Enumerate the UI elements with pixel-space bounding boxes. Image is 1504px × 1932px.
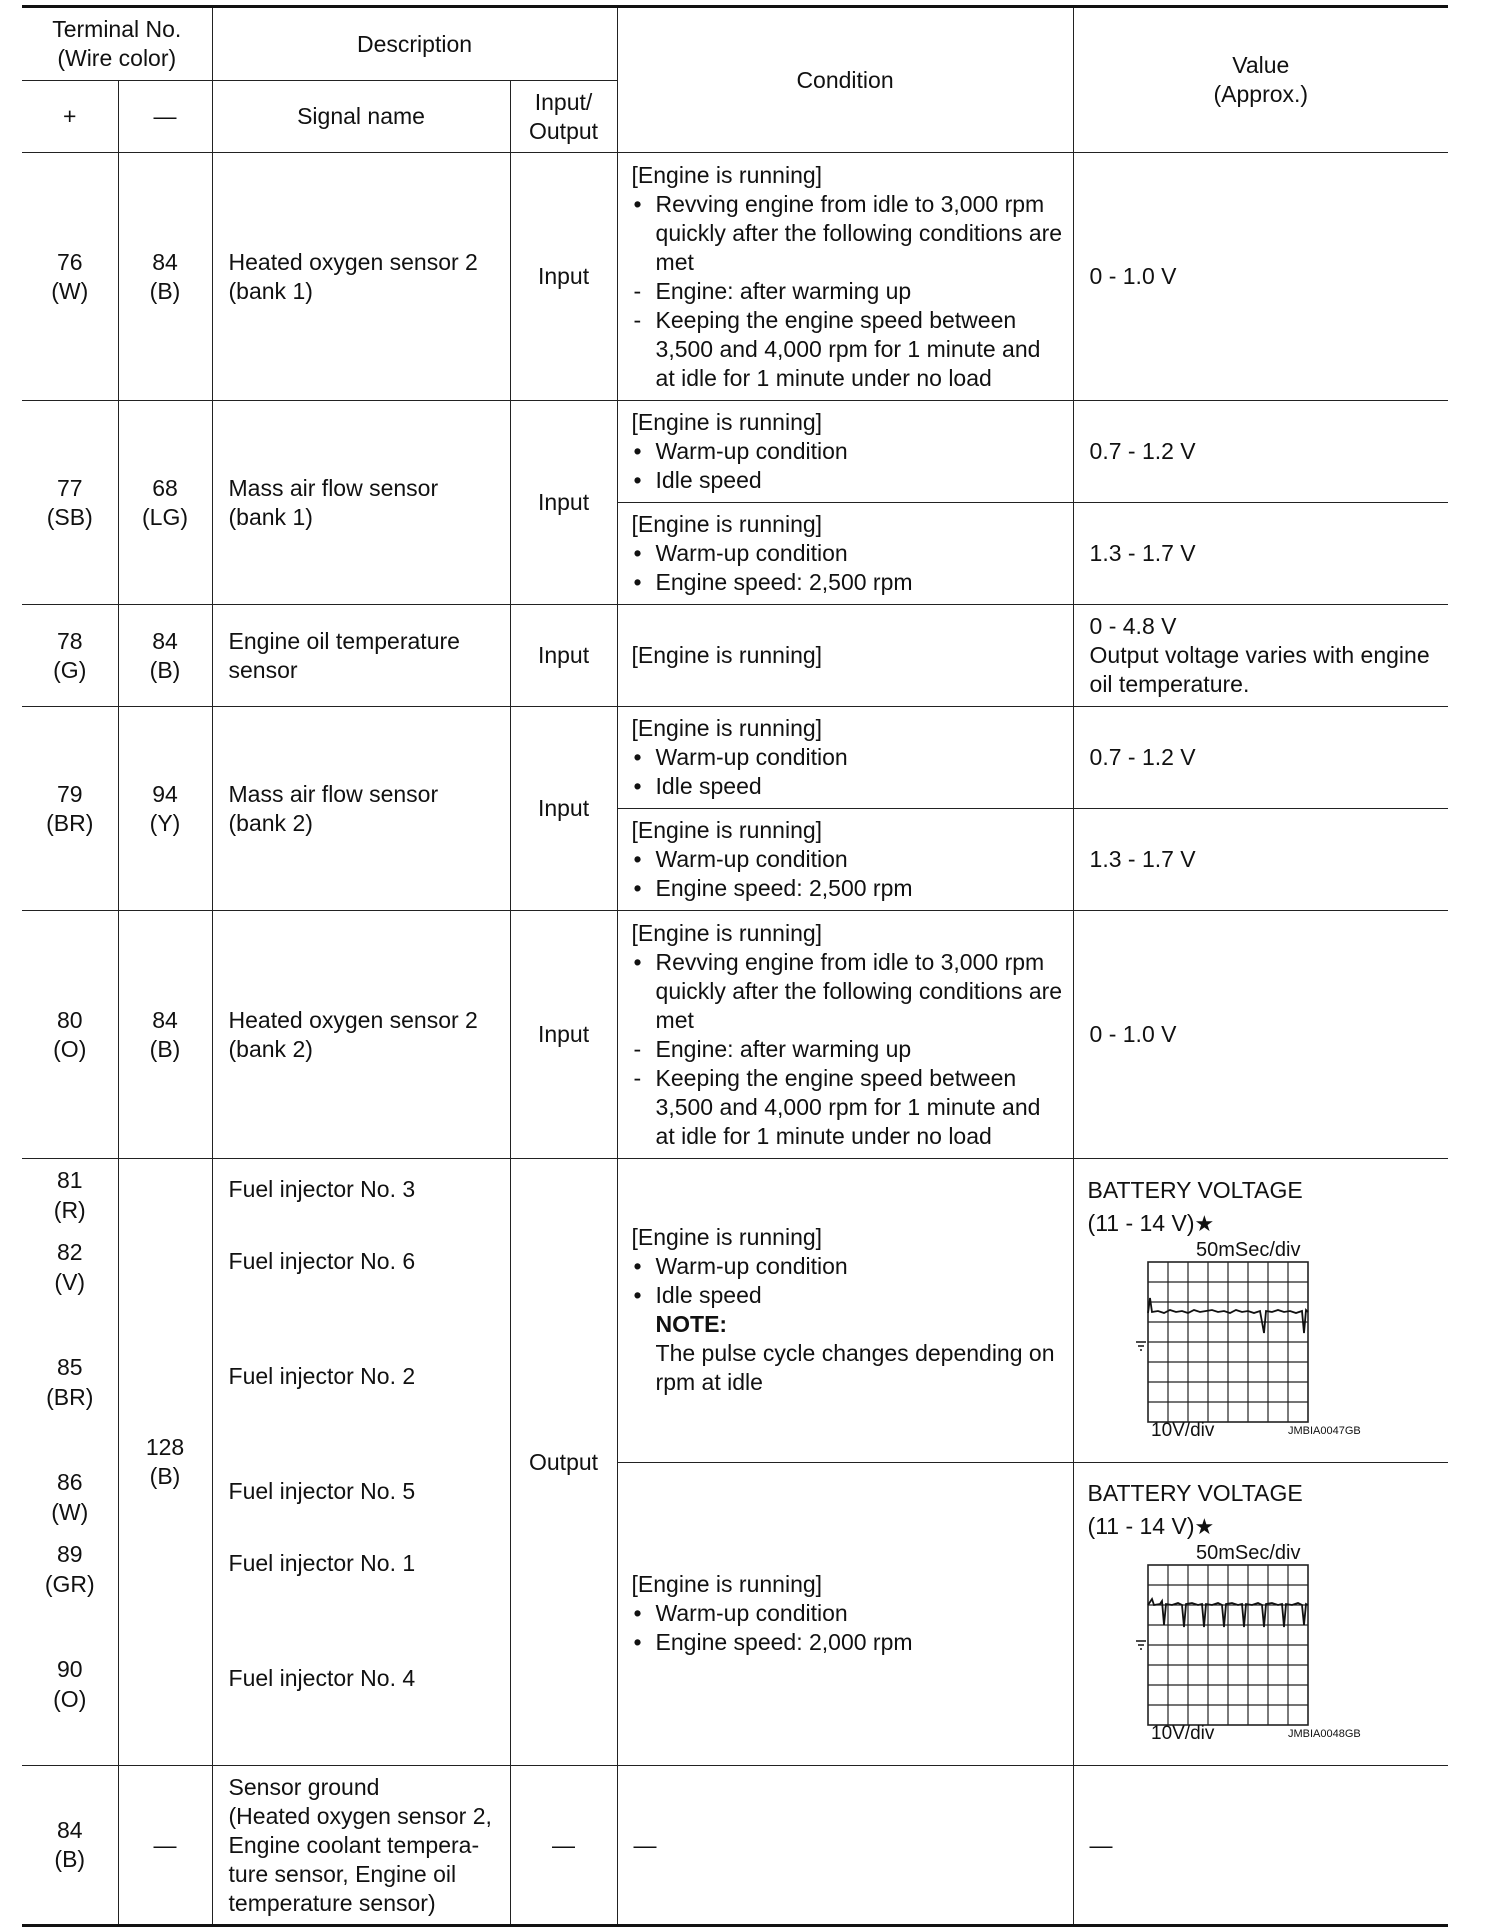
- terminal-plus: 77 (SB): [22, 401, 118, 605]
- io: Output: [510, 1159, 617, 1766]
- condition: [Engine is running] • Warm-up condition • Engine speed: 2,500 rpm: [617, 503, 1073, 605]
- header-input-output: Input/ Output: [510, 81, 617, 153]
- terminal-minus: 128 (B): [118, 1159, 212, 1766]
- terminal-minus: 84 (B): [118, 911, 212, 1159]
- header-signal-name: Signal name: [212, 81, 510, 153]
- value: 0 - 4.8 V Output voltage varies with engine oil temperature.: [1073, 605, 1448, 707]
- signal-name: Engine oil temperature sensor: [212, 605, 510, 707]
- signal-name: Mass air flow sensor (bank 2): [212, 707, 510, 911]
- io: Input: [510, 605, 617, 707]
- value-waveform: BATTERY VOLTAGE (11 - 14 V)★ 50mSec/div 10V/div JMBIA0048GB: [1073, 1462, 1448, 1766]
- header-condition: Condition: [617, 7, 1073, 153]
- table-row: [22, 911, 1448, 1159]
- table-row: [22, 707, 1448, 809]
- header-description: Description: [212, 7, 617, 81]
- terminal-table: [22, 5, 1448, 1927]
- condition: [Engine is running]: [617, 605, 1073, 707]
- svg-text:10V/div: 10V/div: [1150, 1419, 1214, 1438]
- condition: [Engine is running] • Warm-up condition • Idle speed NOTE: The pulse cycle changes depending on rpm at idle: [617, 1159, 1073, 1463]
- terminal-minus: 94 (Y): [118, 707, 212, 911]
- io: Input: [510, 401, 617, 605]
- table-row: [22, 1766, 1448, 1926]
- condition: [Engine is running] • Warm-up condition • Idle speed: [617, 707, 1073, 809]
- signal-name: Heated oxygen sensor 2 (bank 1): [212, 153, 510, 401]
- table-row: [22, 1159, 1448, 1463]
- value: 1.3 - 1.7 V: [1073, 809, 1448, 911]
- star-icon: ★: [1194, 1514, 1215, 1540]
- oscilloscope-waveform-idle: [1088, 1238, 1378, 1438]
- table-row: [22, 153, 1448, 401]
- condition: [Engine is running] • Warm-up condition • Idle speed: [617, 401, 1073, 503]
- signal-name: Sensor ground (Heated oxygen sensor 2, Engine coolant tempera- ture sensor, Engine oil temperature sensor): [212, 1766, 510, 1926]
- svg-text:JMBIA0048GB: JMBIA0048GB: [1287, 1728, 1361, 1741]
- terminal-minus: 68 (LG): [118, 401, 212, 605]
- svg-text:JMBIA0047GB: JMBIA0047GB: [1287, 1424, 1361, 1437]
- value: 0.7 - 1.2 V: [1073, 707, 1448, 809]
- terminal-minus: 84 (B): [118, 605, 212, 707]
- value: —: [1073, 1766, 1448, 1926]
- header-plus: +: [22, 81, 118, 153]
- oscilloscope-waveform-2000rpm: [1088, 1541, 1378, 1741]
- io: Input: [510, 153, 617, 401]
- condition: [Engine is running] • Revving engine from idle to 3,000 rpm quickly after the following conditions are met - Engine: after warming up - Keeping the engine speed between 3,500 and 4,000 rpm for 1 minute and at idle for 1 minute under no load: [617, 153, 1073, 401]
- header-value: Value (Approx.): [1073, 7, 1448, 153]
- io: Input: [510, 911, 617, 1159]
- signal-name-list: Fuel injector No. 3 Fuel injector No. 6 Fuel injector No. 2 Fuel injector No. 5 Fuel injector No. 1 Fuel injector No. 4: [212, 1159, 510, 1766]
- terminal-plus-list: 81 (R) 82 (V) 85 (BR) 86 (W) 89 (GR) 90 (O): [22, 1159, 118, 1766]
- header-terminal-no: Terminal No. (Wire color): [22, 7, 212, 81]
- value: 0 - 1.0 V: [1073, 153, 1448, 401]
- condition: [Engine is running] • Warm-up condition • Engine speed: 2,000 rpm: [617, 1462, 1073, 1766]
- value: 0 - 1.0 V: [1073, 911, 1448, 1159]
- terminal-plus: 76 (W): [22, 153, 118, 401]
- condition: [Engine is running] • Revving engine from idle to 3,000 rpm quickly after the following conditions are met - Engine: after warming up - Keeping the engine speed between 3,500 and 4,000 rpm for 1 minute and at idle for 1 minute under no load: [617, 911, 1073, 1159]
- value: 0.7 - 1.2 V: [1073, 401, 1448, 503]
- terminal-minus: 84 (B): [118, 153, 212, 401]
- terminal-plus: 84 (B): [22, 1766, 118, 1926]
- terminal-plus: 80 (O): [22, 911, 118, 1159]
- header-minus: —: [118, 81, 212, 153]
- svg-text:10V/div: 10V/div: [1150, 1723, 1214, 1742]
- condition: [Engine is running] • Warm-up condition • Engine speed: 2,500 rpm: [617, 809, 1073, 911]
- star-icon: ★: [1194, 1210, 1215, 1236]
- condition: —: [617, 1766, 1073, 1926]
- table-row: [22, 401, 1448, 503]
- signal-name: Mass air flow sensor (bank 1): [212, 401, 510, 605]
- terminal-plus: 79 (BR): [22, 707, 118, 911]
- value-waveform: BATTERY VOLTAGE (11 - 14 V)★ 50mSec/div 10V/div JMBIA0047GB: [1073, 1159, 1448, 1463]
- terminal-minus: —: [118, 1766, 212, 1926]
- signal-name: Heated oxygen sensor 2 (bank 2): [212, 911, 510, 1159]
- terminal-plus: 78 (G): [22, 605, 118, 707]
- svg-text:50mSec/div: 50mSec/div: [1195, 1238, 1301, 1261]
- svg-text:50mSec/div: 50mSec/div: [1195, 1542, 1301, 1565]
- io: —: [510, 1766, 617, 1926]
- value: 1.3 - 1.7 V: [1073, 503, 1448, 605]
- io: Input: [510, 707, 617, 911]
- table-row: [22, 605, 1448, 707]
